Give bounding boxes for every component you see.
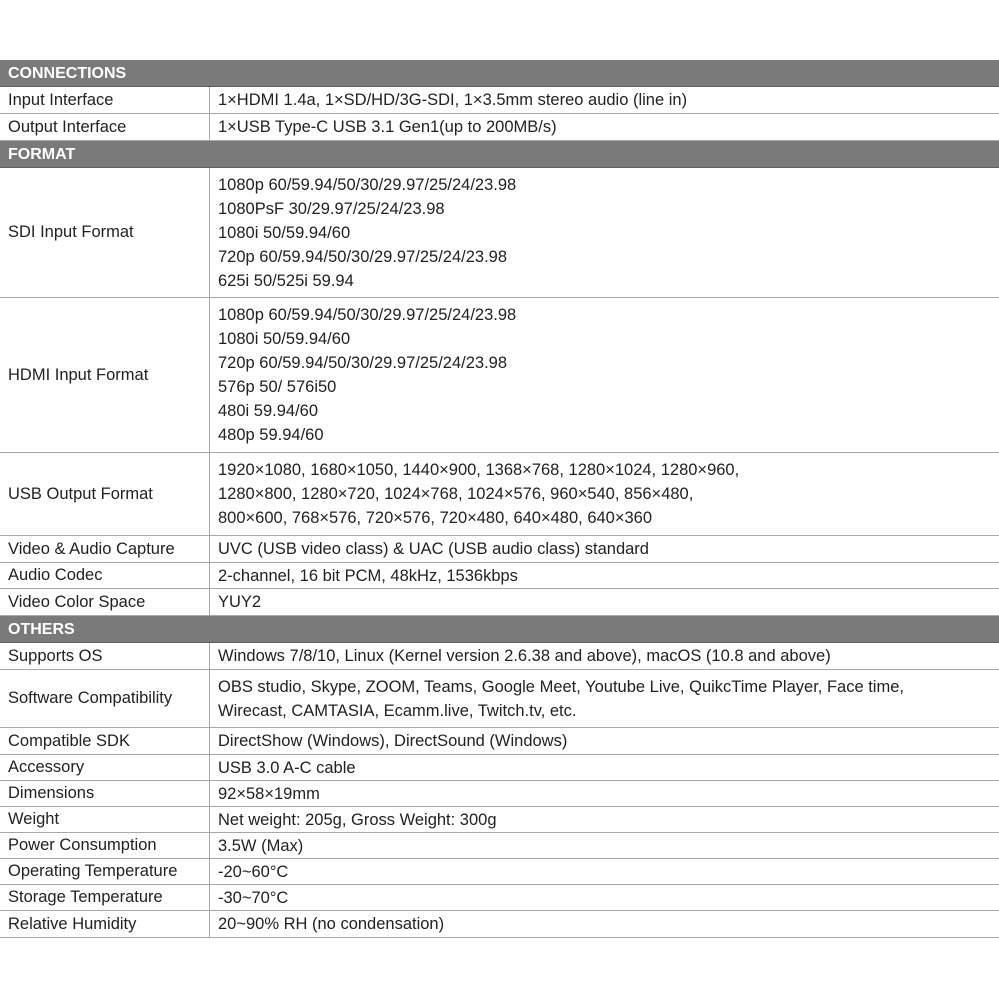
spec-label: Software Compatibility xyxy=(0,670,210,727)
spec-label: Output Interface xyxy=(0,114,210,140)
spec-row-software-compatibility xyxy=(0,670,999,728)
spec-value-line: 1280×800, 1280×720, 1024×768, 1024×576, 960×540, 856×480, xyxy=(218,485,694,503)
spec-row-supports-os xyxy=(0,643,999,670)
spec-row-dimensions xyxy=(0,781,999,807)
spec-value xyxy=(210,168,999,297)
spec-value-line: 1080PsF 30/29.97/25/24/23.98 xyxy=(218,199,445,218)
spec-label: HDMI Input Format xyxy=(0,298,210,452)
spec-value-line: 3.5W (Max) xyxy=(218,836,304,855)
spec-value-line: 1080p 60/59.94/50/30/29.97/25/24/23.98 xyxy=(218,175,517,194)
spec-value xyxy=(210,859,999,884)
spec-value xyxy=(210,833,999,858)
spec-value xyxy=(210,563,999,588)
spec-value-line: 1080i 50/59.94/60 xyxy=(218,223,351,242)
section-header-format: FORMAT xyxy=(0,141,999,168)
spec-value xyxy=(210,298,999,452)
spec-value-line: OBS studio, Skype, ZOOM, Teams, Google Meet, Youtube Live, QuikcTime Player, Face time, xyxy=(218,677,904,696)
spec-row-compatible-sdk xyxy=(0,728,999,755)
spec-value-line: UVC (USB video class) & UAC (USB audio class) standard xyxy=(218,540,649,558)
spec-value-line: 1920×1080, 1680×1050, 1440×900, 1368×768, 1280×1024, 1280×960, xyxy=(218,461,740,479)
spec-label: Video Color Space xyxy=(0,589,210,615)
spec-value-line: 1×USB Type-C USB 3.1 Gen1(up to 200MB/s) xyxy=(218,118,557,136)
spec-label: Supports OS xyxy=(0,643,210,669)
spec-value xyxy=(210,453,999,535)
spec-value xyxy=(210,643,999,669)
spec-value xyxy=(210,87,999,113)
spec-row-relative-humidity xyxy=(0,911,999,938)
spec-value-line: Wirecast, CAMTASIA, Ecamm.live, Twitch.tv, etc. xyxy=(218,701,577,720)
spec-label: Dimensions xyxy=(0,781,210,806)
spec-table xyxy=(0,60,999,938)
spec-label: Audio Codec xyxy=(0,563,210,588)
spec-label: Video & Audio Capture xyxy=(0,536,210,562)
spec-label: Compatible SDK xyxy=(0,728,210,754)
spec-label: Accessory xyxy=(0,755,210,780)
spec-value-line: 2-channel, 16 bit PCM, 48kHz, 1536kbps xyxy=(218,566,518,585)
spec-row-usb-output-format xyxy=(0,453,999,536)
spec-value-line: Net weight: 205g, Gross Weight: 300g xyxy=(218,810,497,829)
spec-row-weight xyxy=(0,807,999,833)
spec-value-line: 20~90% RH (no condensation) xyxy=(218,915,445,933)
spec-value-line: Windows 7/8/10, Linux (Kernel version 2.6.38 and above), macOS (10.8 and above) xyxy=(218,647,831,665)
spec-value-line: DirectShow (Windows), DirectSound (Windows) xyxy=(218,732,568,750)
spec-row-sdi-input-format xyxy=(0,168,999,298)
spec-row-input-interface xyxy=(0,87,999,114)
section-header-connections: CONNECTIONS xyxy=(0,60,999,87)
section-header-others: OTHERS xyxy=(0,616,999,643)
spec-label: Storage Temperature xyxy=(0,885,210,910)
spec-row-output-interface xyxy=(0,114,999,141)
spec-value-line: USB 3.0 A-C cable xyxy=(218,758,356,777)
spec-label: SDI Input Format xyxy=(0,168,210,297)
spec-value-line: 92×58×19mm xyxy=(218,784,320,803)
spec-value-line: YUY2 xyxy=(218,593,262,611)
spec-label: Input Interface xyxy=(0,87,210,113)
spec-value xyxy=(210,911,999,937)
spec-value-line: 1080p 60/59.94/50/30/29.97/25/24/23.98 xyxy=(218,306,517,324)
spec-value-line: 1080i 50/59.94/60 xyxy=(218,330,351,348)
spec-row-audio-codec xyxy=(0,563,999,589)
spec-value-line: 720p 60/59.94/50/30/29.97/25/24/23.98 xyxy=(218,247,508,266)
spec-row-power-consumption xyxy=(0,833,999,859)
spec-value-line: 480p 59.94/60 xyxy=(218,426,324,444)
spec-label: Weight xyxy=(0,807,210,832)
spec-value-line: 576p 50/ 576i50 xyxy=(218,378,337,396)
spec-label: Power Consumption xyxy=(0,833,210,858)
spec-row-video-audio-capture xyxy=(0,536,999,563)
spec-label: Operating Temperature xyxy=(0,859,210,884)
spec-value-line: 625i 50/525i 59.94 xyxy=(218,271,354,290)
spec-row-video-color-space xyxy=(0,589,999,616)
spec-value xyxy=(210,670,999,727)
spec-row-operating-temperature xyxy=(0,859,999,885)
spec-row-storage-temperature xyxy=(0,885,999,911)
spec-value xyxy=(210,807,999,832)
spec-value xyxy=(210,781,999,806)
spec-value xyxy=(210,728,999,754)
spec-row-accessory xyxy=(0,755,999,781)
spec-label: Relative Humidity xyxy=(0,911,210,937)
spec-row-hdmi-input-format xyxy=(0,298,999,453)
spec-value-line: 720p 60/59.94/50/30/29.97/25/24/23.98 xyxy=(218,354,508,372)
spec-value xyxy=(210,885,999,910)
spec-value xyxy=(210,589,999,615)
spec-value-line: 800×600, 768×576, 720×576, 720×480, 640×480, 640×360 xyxy=(218,509,653,527)
spec-label: USB Output Format xyxy=(0,453,210,535)
spec-value-line: 480i 59.94/60 xyxy=(218,402,319,420)
spec-value xyxy=(210,114,999,140)
spec-value xyxy=(210,536,999,562)
spec-value xyxy=(210,755,999,780)
spec-value-line: 1×HDMI 1.4a, 1×SD/HD/3G-SDI, 1×3.5mm stereo audio (line in) xyxy=(218,91,688,109)
spec-value-line: -30~70°C xyxy=(218,888,289,907)
spec-value-line: -20~60°C xyxy=(218,862,289,881)
